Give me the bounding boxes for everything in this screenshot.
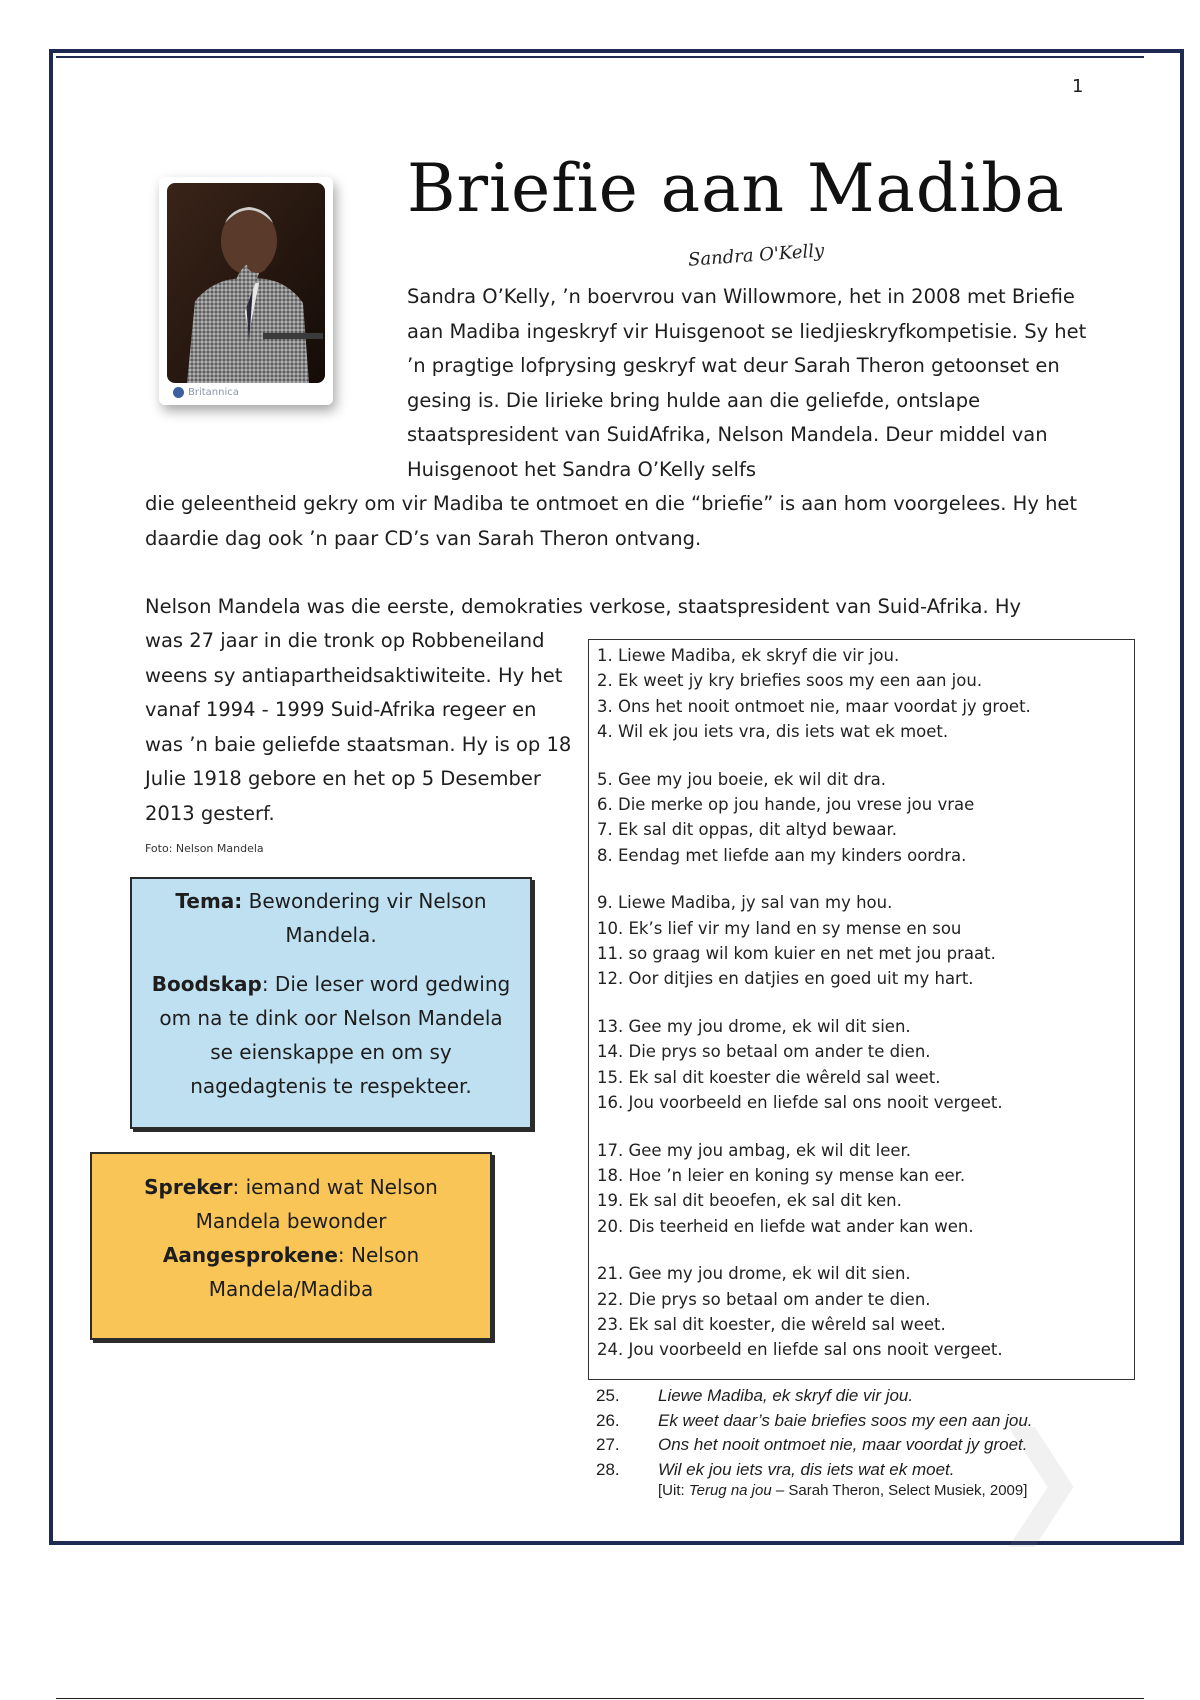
addressee-text: : Nelson Mandela/Madiba xyxy=(208,1243,420,1301)
poem-stanza xyxy=(597,767,1126,869)
poem-line: 9. Liewe Madiba, jy sal van my hou. xyxy=(597,893,893,913)
watermark-icon: ❯ xyxy=(990,1408,1091,1547)
poem-line: 18. Hoe ’n leier en koning sy mense kan eer. xyxy=(597,1165,966,1185)
poem-line: 13. Gee my jou drome, ek wil dit sien. xyxy=(597,1016,911,1036)
line-number: 26. xyxy=(596,1410,620,1430)
line-text: Liewe Madiba, ek skryf die vir jou. xyxy=(658,1386,914,1405)
intro-paragraph-continued: die geleentheid gekry om vir Madiba te ontmoet en die “briefie” is aan hom voorgelees. Hy het daardie dag ook ’n paar CD’s van Sarah Theron ontvang. xyxy=(145,492,1078,550)
bio-paragraph-continued: was 27 jaar in die tronk op Robbeneiland weens sy antiapartheidsaktiwiteite. Hy het vanaf 1994 - 1999 Suid-Afrika regeer en was ’n baie geliefde staatsman. Hy is op 18 Julie 1918 gebore en het op 5 Desember 2013 gesterf. xyxy=(145,629,572,825)
poem-stanza xyxy=(597,890,1126,992)
poem-line: 21. Gee my jou drome, ek wil dit sien. xyxy=(597,1264,911,1284)
speaker-box xyxy=(90,1152,492,1340)
portrait-image xyxy=(167,183,325,383)
bio-paragraph: Nelson Mandela was die eerste, demokraties verkose, staatspresident van Suid-Afrika. Hy xyxy=(145,595,1022,618)
line-text: Ek weet daar’s baie briefies soos my een aan jou. xyxy=(658,1410,1033,1430)
addressee-label: Aangesprokene xyxy=(162,1243,338,1267)
line-text: Wil ek jou iets vra, dis iets wat ek moet. xyxy=(658,1459,955,1479)
speaker-label: Spreker xyxy=(144,1175,233,1199)
line-text: Ons het nooit ontmoet nie, maar voordat jy groet. xyxy=(658,1435,1028,1454)
speaker-line xyxy=(108,1170,474,1238)
intro-paragraph: Sandra O’Kelly, ’n boervrou van Willowmore, het in 2008 met Briefie aan Madiba ingeskryf vir Huisgenoot se liedjieskryfkompetisie. Sy het ’n pragtige lofprysing geskryf wat deur Sarah Theron getoonset en gesing is. Die lirieke bring hulde aan die geliefde, ontslape staatspresident van SuidAfrika, Nelson Mandela. Deur middel van Huisgenoot het Sandra O’Kelly selfs xyxy=(407,285,1087,481)
source-suffix: – Sarah Theron, Select Musiek, 2009] xyxy=(771,1482,1028,1499)
line-number: 25. xyxy=(596,1386,620,1405)
source-prefix: [Uit: xyxy=(658,1482,689,1499)
poem-line: 20. Dis teerheid en liefde wat ander kan wen. xyxy=(597,1216,974,1236)
poem-line xyxy=(596,1384,1156,1409)
poem-line: 19. Ek sal dit beoefen, ek sal dit ken. xyxy=(597,1191,902,1211)
poem-line: 10. Ek’s lief vir my land en sy mense en sou xyxy=(597,918,962,938)
bottom-rule xyxy=(56,1698,1144,1699)
poem-stanza xyxy=(597,643,1126,745)
poem-line: 16. Jou voorbeeld en liefde sal ons nooit vergeet. xyxy=(597,1093,1003,1113)
theme-box xyxy=(130,877,532,1129)
page-number: 1 xyxy=(1072,76,1084,97)
line-number: 27. xyxy=(596,1435,620,1454)
photo-caption: Foto: Nelson Mandela xyxy=(145,842,264,855)
addressee-line xyxy=(108,1238,474,1306)
poem-stanza xyxy=(597,1014,1126,1116)
poem-line: 1. Liewe Madiba, ek skryf die vir jou. xyxy=(597,646,900,665)
poem-line: 14. Die prys so betaal om ander te dien. xyxy=(597,1042,931,1062)
poem-line: 12. Oor ditjies en datjies en goed uit my hart. xyxy=(597,969,974,989)
poem-stanza xyxy=(597,1261,1126,1363)
poem-line: 5. Gee my jou boeie, ek wil dit dra. xyxy=(597,769,886,789)
message-label: Boodskap xyxy=(151,972,262,996)
poem-stanza xyxy=(597,1138,1126,1240)
poem-line: 8. Eendag met liefde aan my kinders oordra. xyxy=(597,845,967,865)
poem-line: 23. Ek sal dit koester, die wêreld sal weet. xyxy=(597,1314,946,1334)
poem-line: 7. Ek sal dit oppas, dit altyd bewaar. xyxy=(597,820,898,840)
message-text: : Die leser word gedwing om na te dink oor Nelson Mandela se eienskappe en om sy nagedagtenis te respekteer. xyxy=(159,972,511,1098)
poem-line: 22. Die prys so betaal om ander te dien. xyxy=(597,1289,931,1309)
poem-line: 6. Die merke op jou hande, jou vrese jou vrae xyxy=(597,795,975,815)
theme-text: Bewondering vir Nelson Mandela. xyxy=(242,889,487,947)
photo-source-label: Britannica xyxy=(188,387,239,398)
line-number: 28. xyxy=(596,1459,620,1479)
poem-line: 11. so graag wil kom kuier en net met jou praat. xyxy=(597,944,996,964)
theme-label: Tema: xyxy=(175,889,243,913)
poem-line: 4. Wil ek jou iets vra, dis iets wat ek moet. xyxy=(597,722,949,742)
theme-line xyxy=(148,884,514,952)
poem-line: 2. Ek weet jy kry briefies soos my een aan jou. xyxy=(597,671,983,691)
poem-line: 24. Jou voorbeeld en liefde sal ons nooit vergeet. xyxy=(597,1340,1003,1360)
source-work: Terug na jou xyxy=(688,1482,772,1499)
poem-line: 17. Gee my jou ambag, ek wil dit leer. xyxy=(597,1140,912,1160)
message-line xyxy=(148,967,514,1103)
top-rule xyxy=(56,56,1144,58)
speaker-text: : iemand wat Nelson Mandela bewonder xyxy=(195,1175,438,1233)
mandela-photo xyxy=(159,177,333,405)
poem-box xyxy=(588,639,1135,1380)
photo-source xyxy=(173,387,239,398)
britannica-icon xyxy=(173,387,184,398)
poem-line: 3. Ons het nooit ontmoet nie, maar voordat jy groet. xyxy=(597,696,1031,716)
page-title: Briefie aan Madiba xyxy=(407,150,1065,227)
poem-line: 15. Ek sal dit koester die wêreld sal weet. xyxy=(597,1067,941,1087)
author-signature: Sandra O'Kelly xyxy=(687,240,825,271)
